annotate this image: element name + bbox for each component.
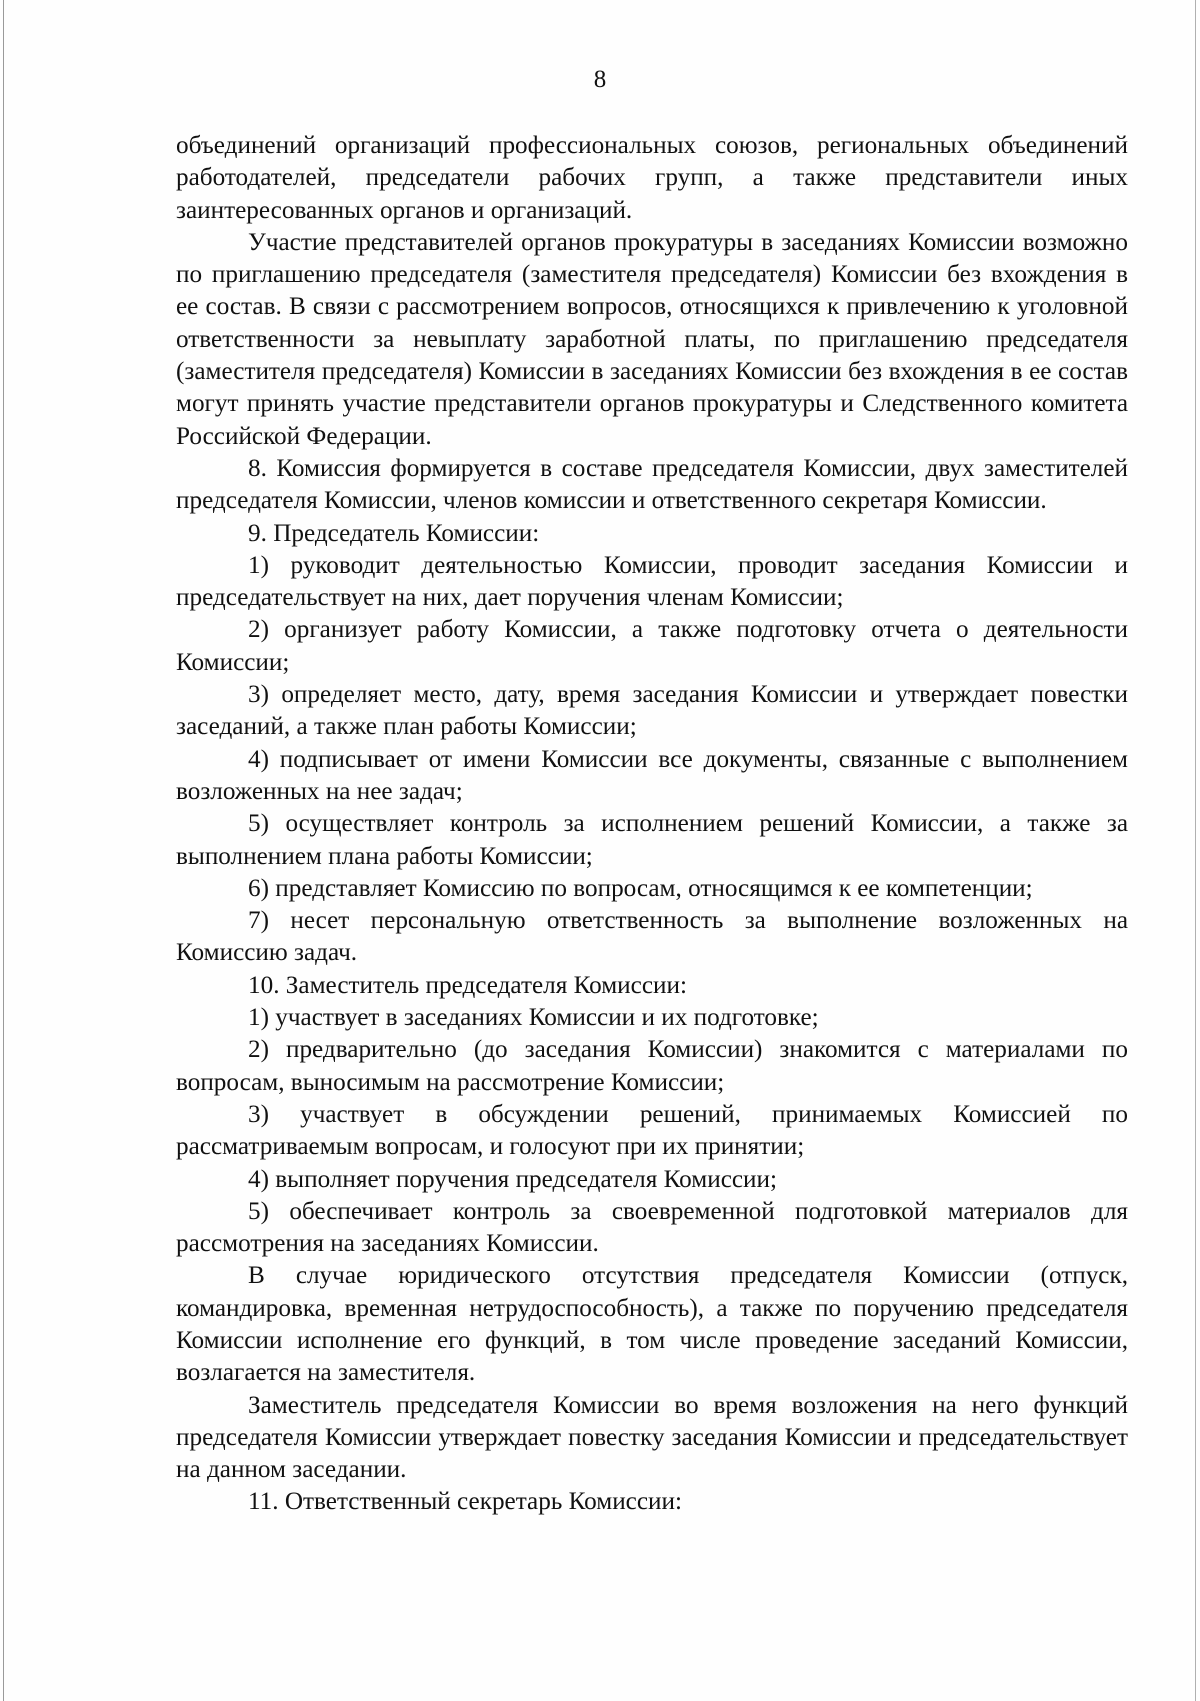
document-body <box>176 130 1128 1519</box>
paragraph-item-10-3: 3) участвует в обсуждении решений, принимаемых Комиссией по рассматриваемым вопросам, и голосуют при их принятии; <box>176 1100 1128 1161</box>
paragraph-item-8: 8. Комиссия формируется в составе председателя Комиссии, двух заместителей председателя Комиссии, членов комиссии и ответственного секретаря Комиссии. <box>176 454 1128 515</box>
scan-edge-line-left <box>3 0 4 1701</box>
paragraph-item-9-3: 3) определяет место, дату, время заседания Комиссии и утверждает повестки заседаний, а также план работы Комиссии; <box>176 681 1128 741</box>
paragraph-item-11-heading: 11. Ответственный секретарь Комиссии: <box>248 1488 682 1516</box>
paragraph-item-10-1: 1) участвует в заседаниях Комиссии и их подготовке; <box>248 1004 819 1032</box>
paragraph-item-10-heading: 10. Заместитель председателя Комиссии: <box>248 971 687 999</box>
paragraph-item-9-1: 1) руководит деятельностью Комиссии, проводит заседания Комиссии и председательствует на них, дает поручения членам Комиссии; <box>176 551 1128 612</box>
paragraph-deputy-agenda: Заместитель председателя Комиссии во время возложения на него функций председателя Комиссии утверждает повестку заседания Комиссии и председательствует на данном заседании. <box>176 1391 1128 1484</box>
paragraph-item-9-7: 7) несет персональную ответственность за выполнение возложенных на Комиссию задач. <box>176 907 1128 967</box>
paragraph-item-9-heading: 9. Председатель Комиссии: <box>248 519 540 547</box>
paragraph-prosecutors-participation: Участие представителей органов прокуратуры в заседаниях Комиссии возможно по приглашению председателя (заместителя председателя) Комиссии без вхождения в ее состав. В связи с рассмотрением вопросов, относящихся к привлечению к уголовной ответственности за невыплату заработной платы, по приглашению председателя (заместителя председателя) Комиссии в заседаниях Комиссии без вхождения в ее состав могут принять участие представители органов прокуратуры и Следственного комитета Российской Федерации. <box>176 228 1128 450</box>
paragraph-item-9-5: 5) осуществляет контроль за исполнением решений Комиссии, а также за выполнением плана работы Комиссии; <box>176 810 1128 870</box>
paragraph-item-10-4: 4) выполняет поручения председателя Комиссии; <box>248 1165 778 1193</box>
paragraph-absence-clause: В случае юридического отсутствия председателя Комиссии (отпуск, командировка, временная нетрудоспособность), а также по поручению председателя Комиссии исполнение его функций, в том числе проведение заседаний Комиссии, возлагается на заместителя. <box>176 1262 1128 1387</box>
paragraph-continuation: объединений организаций профессиональных союзов, региональных объединений работодателей, председатели рабочих групп, а также представители иных заинтересованных органов и организаций. <box>176 132 1128 224</box>
paragraph-item-9-6: 6) представляет Комиссию по вопросам, относящимся к ее компетенции; <box>248 874 1033 902</box>
scan-edge-line-right <box>1195 0 1196 1701</box>
paragraph-item-9-2: 2) организует работу Комиссии, а также подготовку отчета о деятельности Комиссии; <box>176 616 1128 676</box>
paragraph-item-10-5: 5) обеспечивает контроль за своевременной подготовкой материалов для рассмотрения на заседаниях Комиссии. <box>176 1197 1128 1258</box>
paragraph-item-9-4: 4) подписывает от имени Комиссии все документы, связанные с выполнением возложенных на нее задач; <box>176 745 1128 805</box>
page-number: 8 <box>593 66 607 93</box>
paragraph-item-10-2: 2) предварительно (до заседания Комиссии) знакомится с материалами по вопросам, выносимым на рассмотрение Комиссии; <box>176 1036 1128 1096</box>
